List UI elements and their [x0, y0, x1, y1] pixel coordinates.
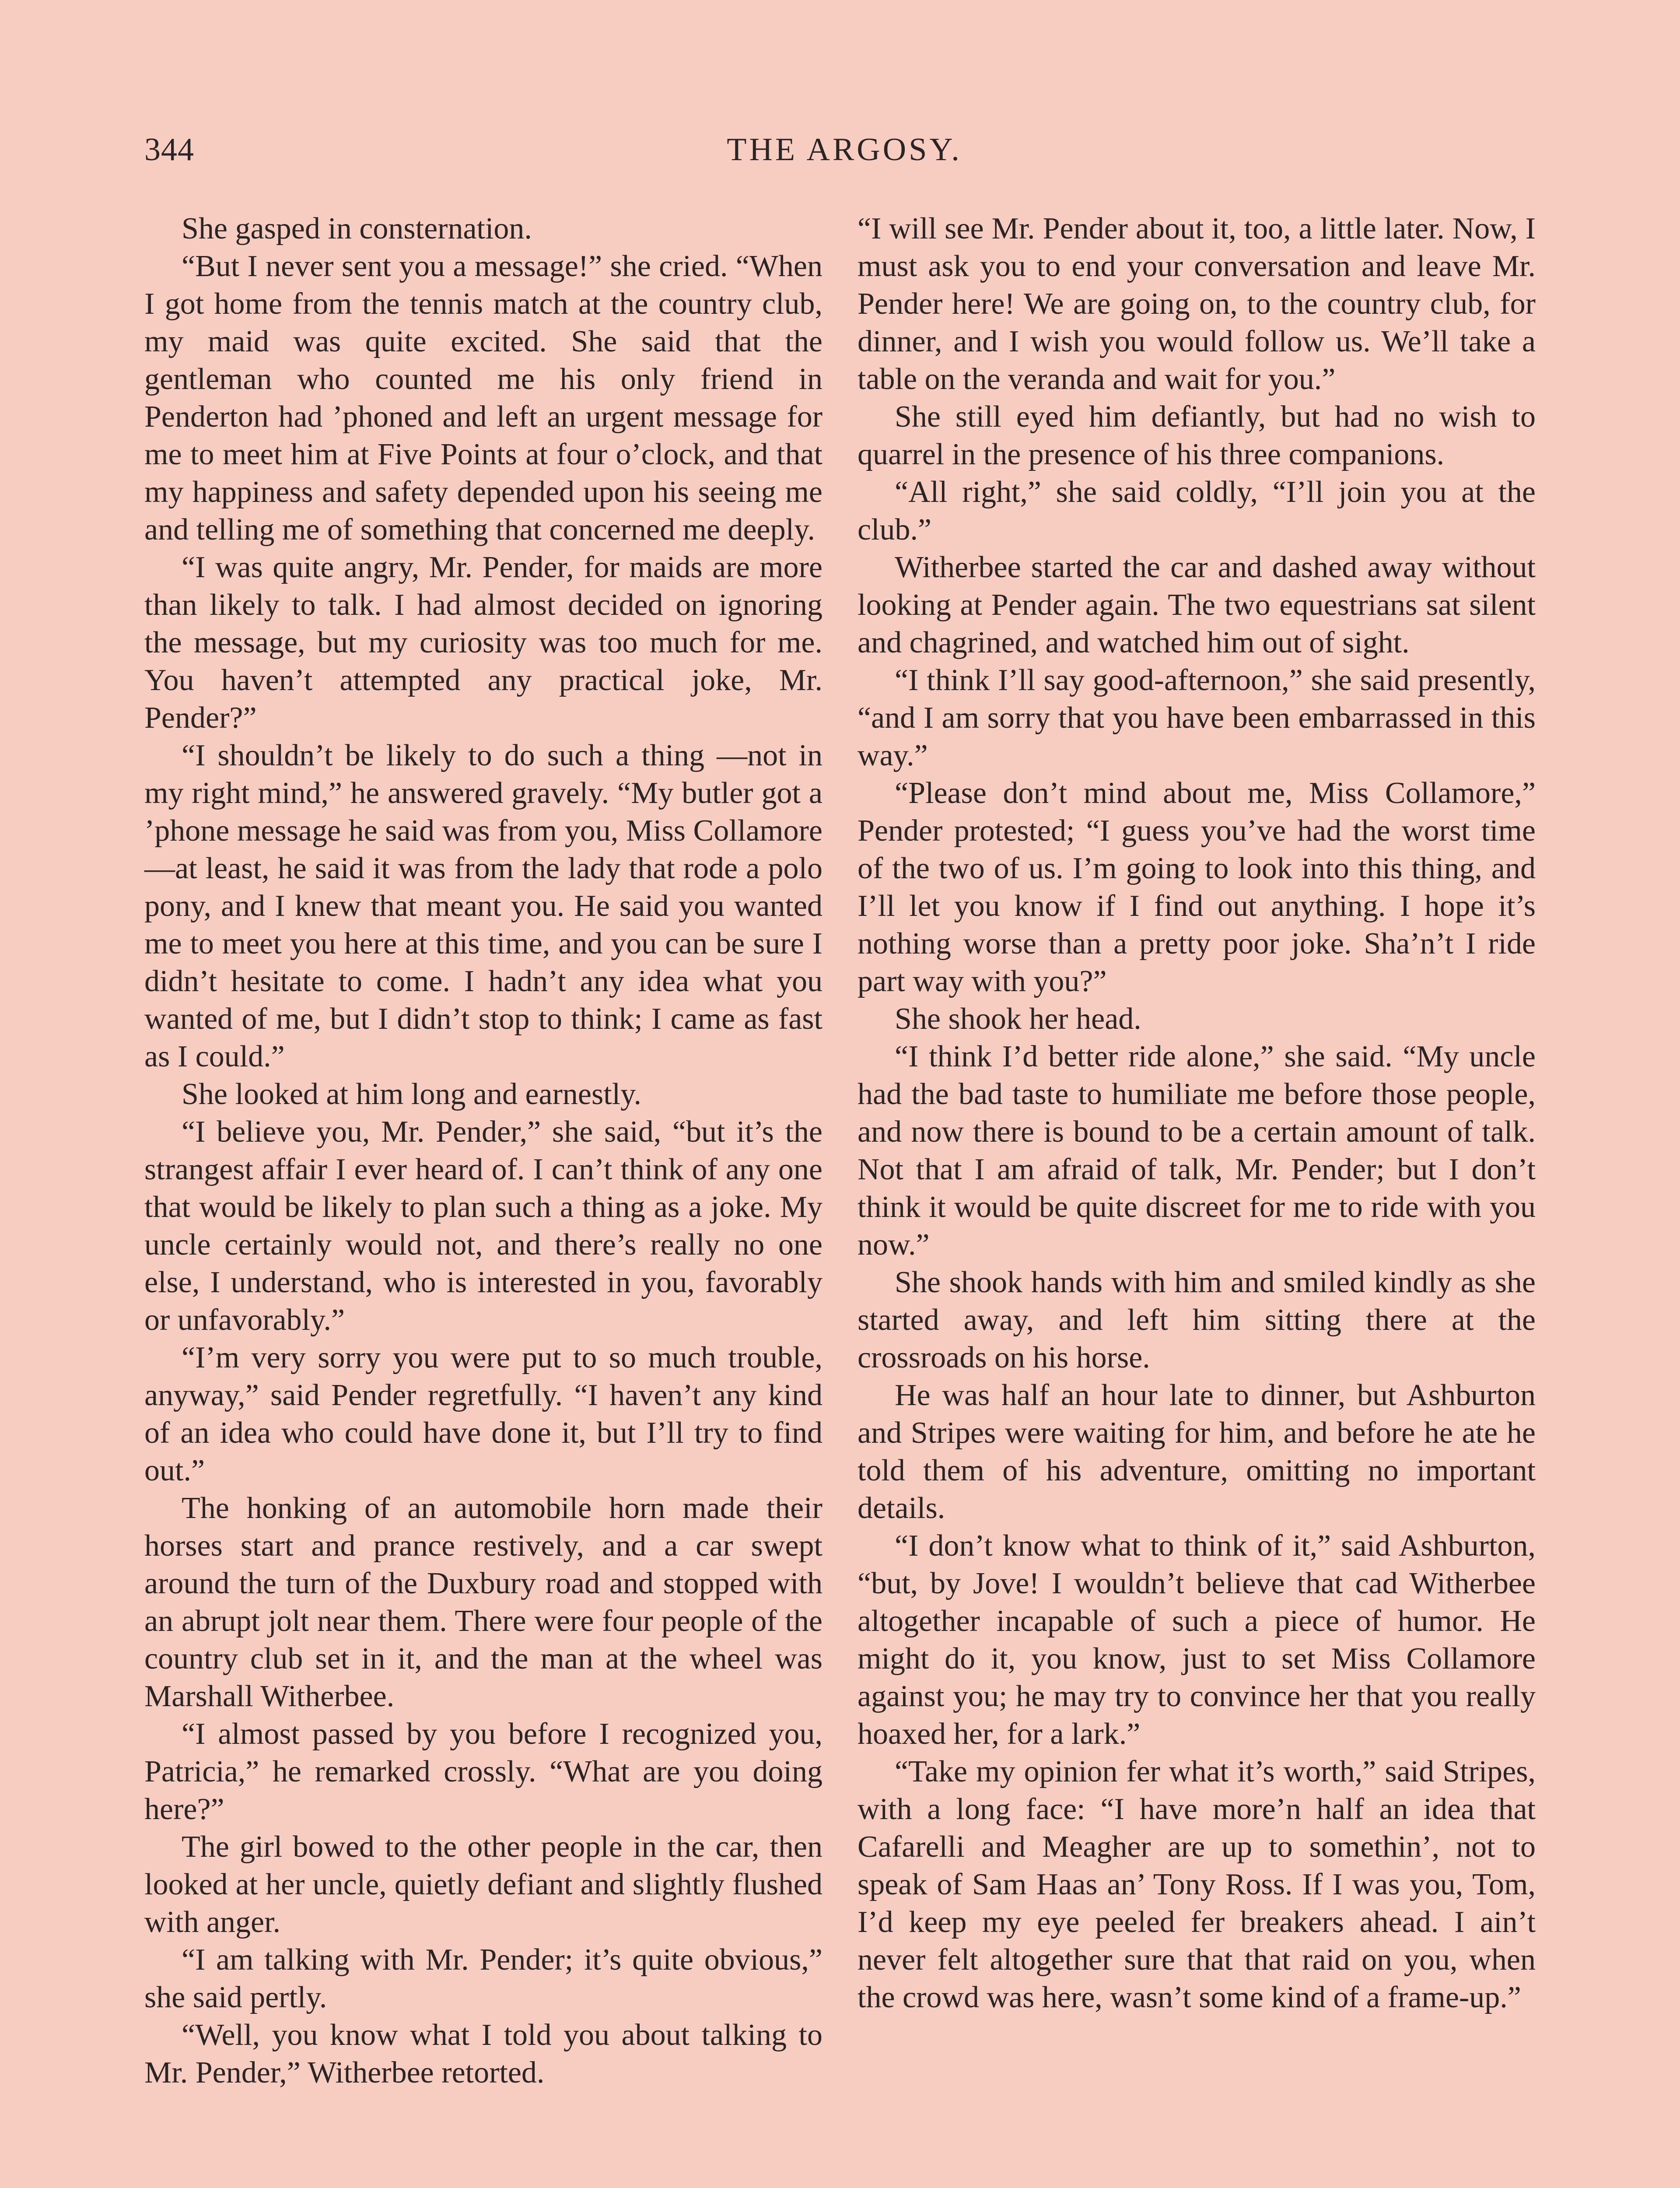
paragraph: Witherbee started the car and dashed away without looking at Pender again. The two equestrians sat silent and chagrined, and watched him out of sight.: [858, 551, 1536, 659]
paragraph: “I will see Mr. Pender about it, too, a little later. Now, I must ask you to end your conversation and leave Mr. Pender here! We are going on, to the country club, for dinner, and I wish you would follow us. We’ll take a table on the veranda and wait for you.”: [858, 212, 1536, 396]
paragraph: “I was quite angry, Mr. Pender, for maids are more than likely to talk. I had almost decided on ignoring the message, but my curiosity was too much for me. You haven’t attempted any practical joke, Mr. Pender?”: [144, 551, 822, 735]
paragraph: She looked at him long and earnestly.: [182, 1077, 642, 1111]
paragraph: “I don’t know what to think of it,” said Ashburton, “but, by Jove! I wouldn’t believe that cad Witherbee altogether incapable of such a piece of humor. He might do it, you know, just to set Miss Collamore against you; he may try to convince her that you really hoaxed her, for a lark.”: [858, 1529, 1536, 1751]
paragraph: The girl bowed to the other people in the car, then looked at her uncle, quietly defiant and slightly flushed with anger.: [144, 1830, 822, 1939]
paragraph: The honking of an automobile horn made their horses start and prance restively, and a car swept around the turn of the Duxbury road and stopped with an abrupt jolt near them. There were four people of the country club set in it, and the man at the wheel was Marshall Witherbee.: [144, 1491, 822, 1713]
running-head: THE ARGOSY.: [727, 132, 962, 168]
right-column: [858, 210, 1536, 2016]
paragraph: “But I never sent you a message!” she cried. “When I got home from the tennis match at the country club, my maid was quite excited. She said that the gentleman who counted me his only friend in Penderton had ’phoned and left an urgent message for me to meet him at Five Points at four o’clock, and that my happiness and safety depended upon his seeing me and telling me of something that concerned me deeply.: [144, 249, 822, 547]
paragraph: She shook her head.: [895, 1002, 1141, 1036]
paragraph: “I shouldn’t be likely to do such a thing —not in my right mind,” he answered gravely. “My butler got a ’phone message he said was from you, Miss Collamore—at least, he said it was from the lady that rode a polo pony, and I knew that meant you. He said you wanted me to meet you here at this time, and you can be sure I didn’t hesitate to come. I hadn’t any idea what you wanted of me, but I didn’t stop to think; I came as fast as I could.”: [144, 739, 822, 1073]
paragraph: “I think I’ll say good-afternoon,” she said presently, “and I am sorry that you have been embarrassed in this way.”: [858, 663, 1536, 772]
paragraph: “Take my opinion fer what it’s worth,” said Stripes, with a long face: “I have more’n half an idea that Cafarelli and Meagher are up to somethin’, not to speak of Sam Haas an’ Tony Ross. If I was you, Tom, I’d keep my eye peeled fer breakers ahead. I ain’t never felt altogether sure that that raid on you, when the crowd was here, wasn’t some kind of a frame-up.”: [858, 1755, 1536, 2014]
paragraph: “I am talking with Mr. Pender; it’s quite obvious,” she said pertly.: [144, 1943, 822, 2014]
paragraph: She gasped in consternation.: [182, 212, 532, 245]
left-column: [144, 210, 822, 2092]
page-header: [144, 131, 1544, 179]
paragraph: She shook hands with him and smiled kindly as she started away, and left him sitting there at the crossroads on his horse.: [858, 1266, 1536, 1375]
paragraph: “Please don’t mind about me, Miss Collamore,” Pender protested; “I guess you’ve had the worst time of the two of us. I’m going to look into this thing, and I’ll let you know if I find out anything. I hope it’s nothing worse than a pretty poor joke. Sha’n’t I ride part way with you?”: [858, 776, 1536, 998]
paragraph: “I’m very sorry you were put to so much trouble, anyway,” said Pender regretfully. “I haven’t any kind of an idea who could have done it, but I’ll try to find out.”: [144, 1341, 822, 1487]
paragraph: She still eyed him defiantly, but had no wish to quarrel in the presence of his three companions.: [858, 400, 1536, 471]
paragraph: “All right,” she said coldly, “I’ll join you at the club.”: [858, 475, 1536, 547]
paragraph: He was half an hour late to dinner, but Ashburton and Stripes were waiting for him, and before he ate he told them of his adventure, omitting no important details.: [858, 1378, 1536, 1525]
paragraph: “I believe you, Mr. Pender,” she said, “but it’s the strangest affair I ever heard of. I can’t think of any one that would be likely to plan such a thing as a joke. My uncle certainly would not, and there’s really no one else, I understand, who is interested in you, favorably or unfavorably.”: [144, 1115, 822, 1337]
page-number: 344: [144, 132, 194, 168]
paragraph: “I think I’d better ride alone,” she said. “My uncle had the bad taste to humiliate me before those people, and now there is bound to be a certain amount of talk. Not that I am afraid of talk, Mr. Pender; but I don’t think it would be quite discreet for me to ride with you now.”: [858, 1040, 1536, 1262]
paragraph: “I almost passed by you before I recognized you, Patricia,” he remarked crossly. “What are you doing here?”: [144, 1717, 822, 1826]
paragraph: “Well, you know what I told you about talking to Mr. Pender,” Witherbee retorted.: [144, 2018, 822, 2090]
